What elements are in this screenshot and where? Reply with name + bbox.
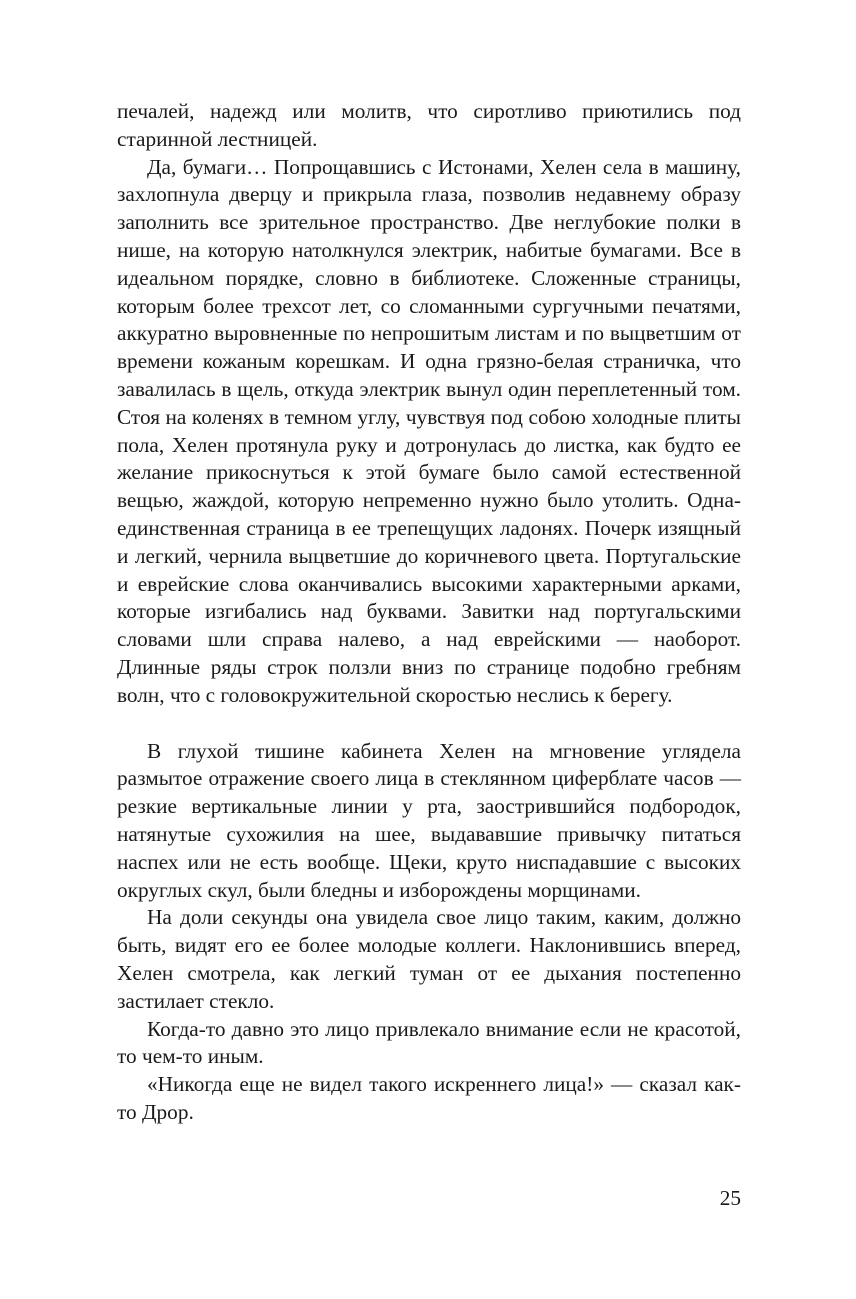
paragraph-reflection: В глухой тишине кабинета Хелен на мгновение углядела размытое отражение своего лица в стеклянном циферблате часов — резкие вертикальные линии у рта, заострившийся подбородок, натянутые сухожилия на шее, выдававшие привычку питаться наспех или не есть вообще. Щеки, круто ниспадавшие с высоких округлых скул, были бледны и изборождены морщинами. [117,738,741,902]
paragraph-continuation: печалей, надежд или молитв, что сиротливо приютились под старинной лестницей. [117,99,741,151]
page-body [117,98,741,1127]
paragraph-face-attention: Когда-то давно это лицо привлекало внимание если не красотой, то чем-то иным. [117,1016,741,1069]
page-number: 25 [719,1186,741,1210]
paragraph-young-colleagues: На доли секунды она увидела свое лицо таким, каким, должно быть, видят его ее более молодые коллеги. Наклонившись вперед, Хелен смотрела, как легкий туман от ее дыхания постепенно застилает стекло. [117,905,741,1013]
section-break [117,710,741,738]
paragraph-dror-quote: «Никогда еще не видел такого искреннего лица!» — сказал как-то Дрор. [117,1072,741,1124]
paragraph-papers: Да, бумаги… Попрощавшись с Истонами, Хелен села в машину, захлопнула дверцу и прикрыла глаза, позволив недавнему образу заполнить все зрительное пространство. Две неглубокие полки в нише, на которую натолкнулся электрик, набитые бумагами. Все в идеальном порядке, словно в библиотеке. Сложенные страницы, которым более трехсот лет, со сломанными сургучными печатями, аккуратно выровненные по непрошитым листам и по выцветшим от времени кожаным корешкам. И одна грязно-белая страничка, что завалилась в щель, откуда электрик вынул один переплетенный том. Стоя на коленях в темном углу, чувствуя под собою холодные плиты пола, Хелен протянула руку и дотронулась до листка, как будто ее желание прикоснуться к этой бумаге было самой естественной вещью, жаждой, которую непременно нужно было утолить. Одна-единственная страница в ее трепещущих ладонях. Почерк изящный и легкий, чернила выцветшие до коричневого цвета. Португальские и еврейские слова оканчивались высокими характерными арками, которые изгибались над буквами. Завитки над португальскими словами шли справа налево, а над еврейскими — наоборот. Длинные ряды строк ползли вниз по странице подобно гребням волн, что с головокружительной скоростью неслись к берегу. [117,154,741,707]
